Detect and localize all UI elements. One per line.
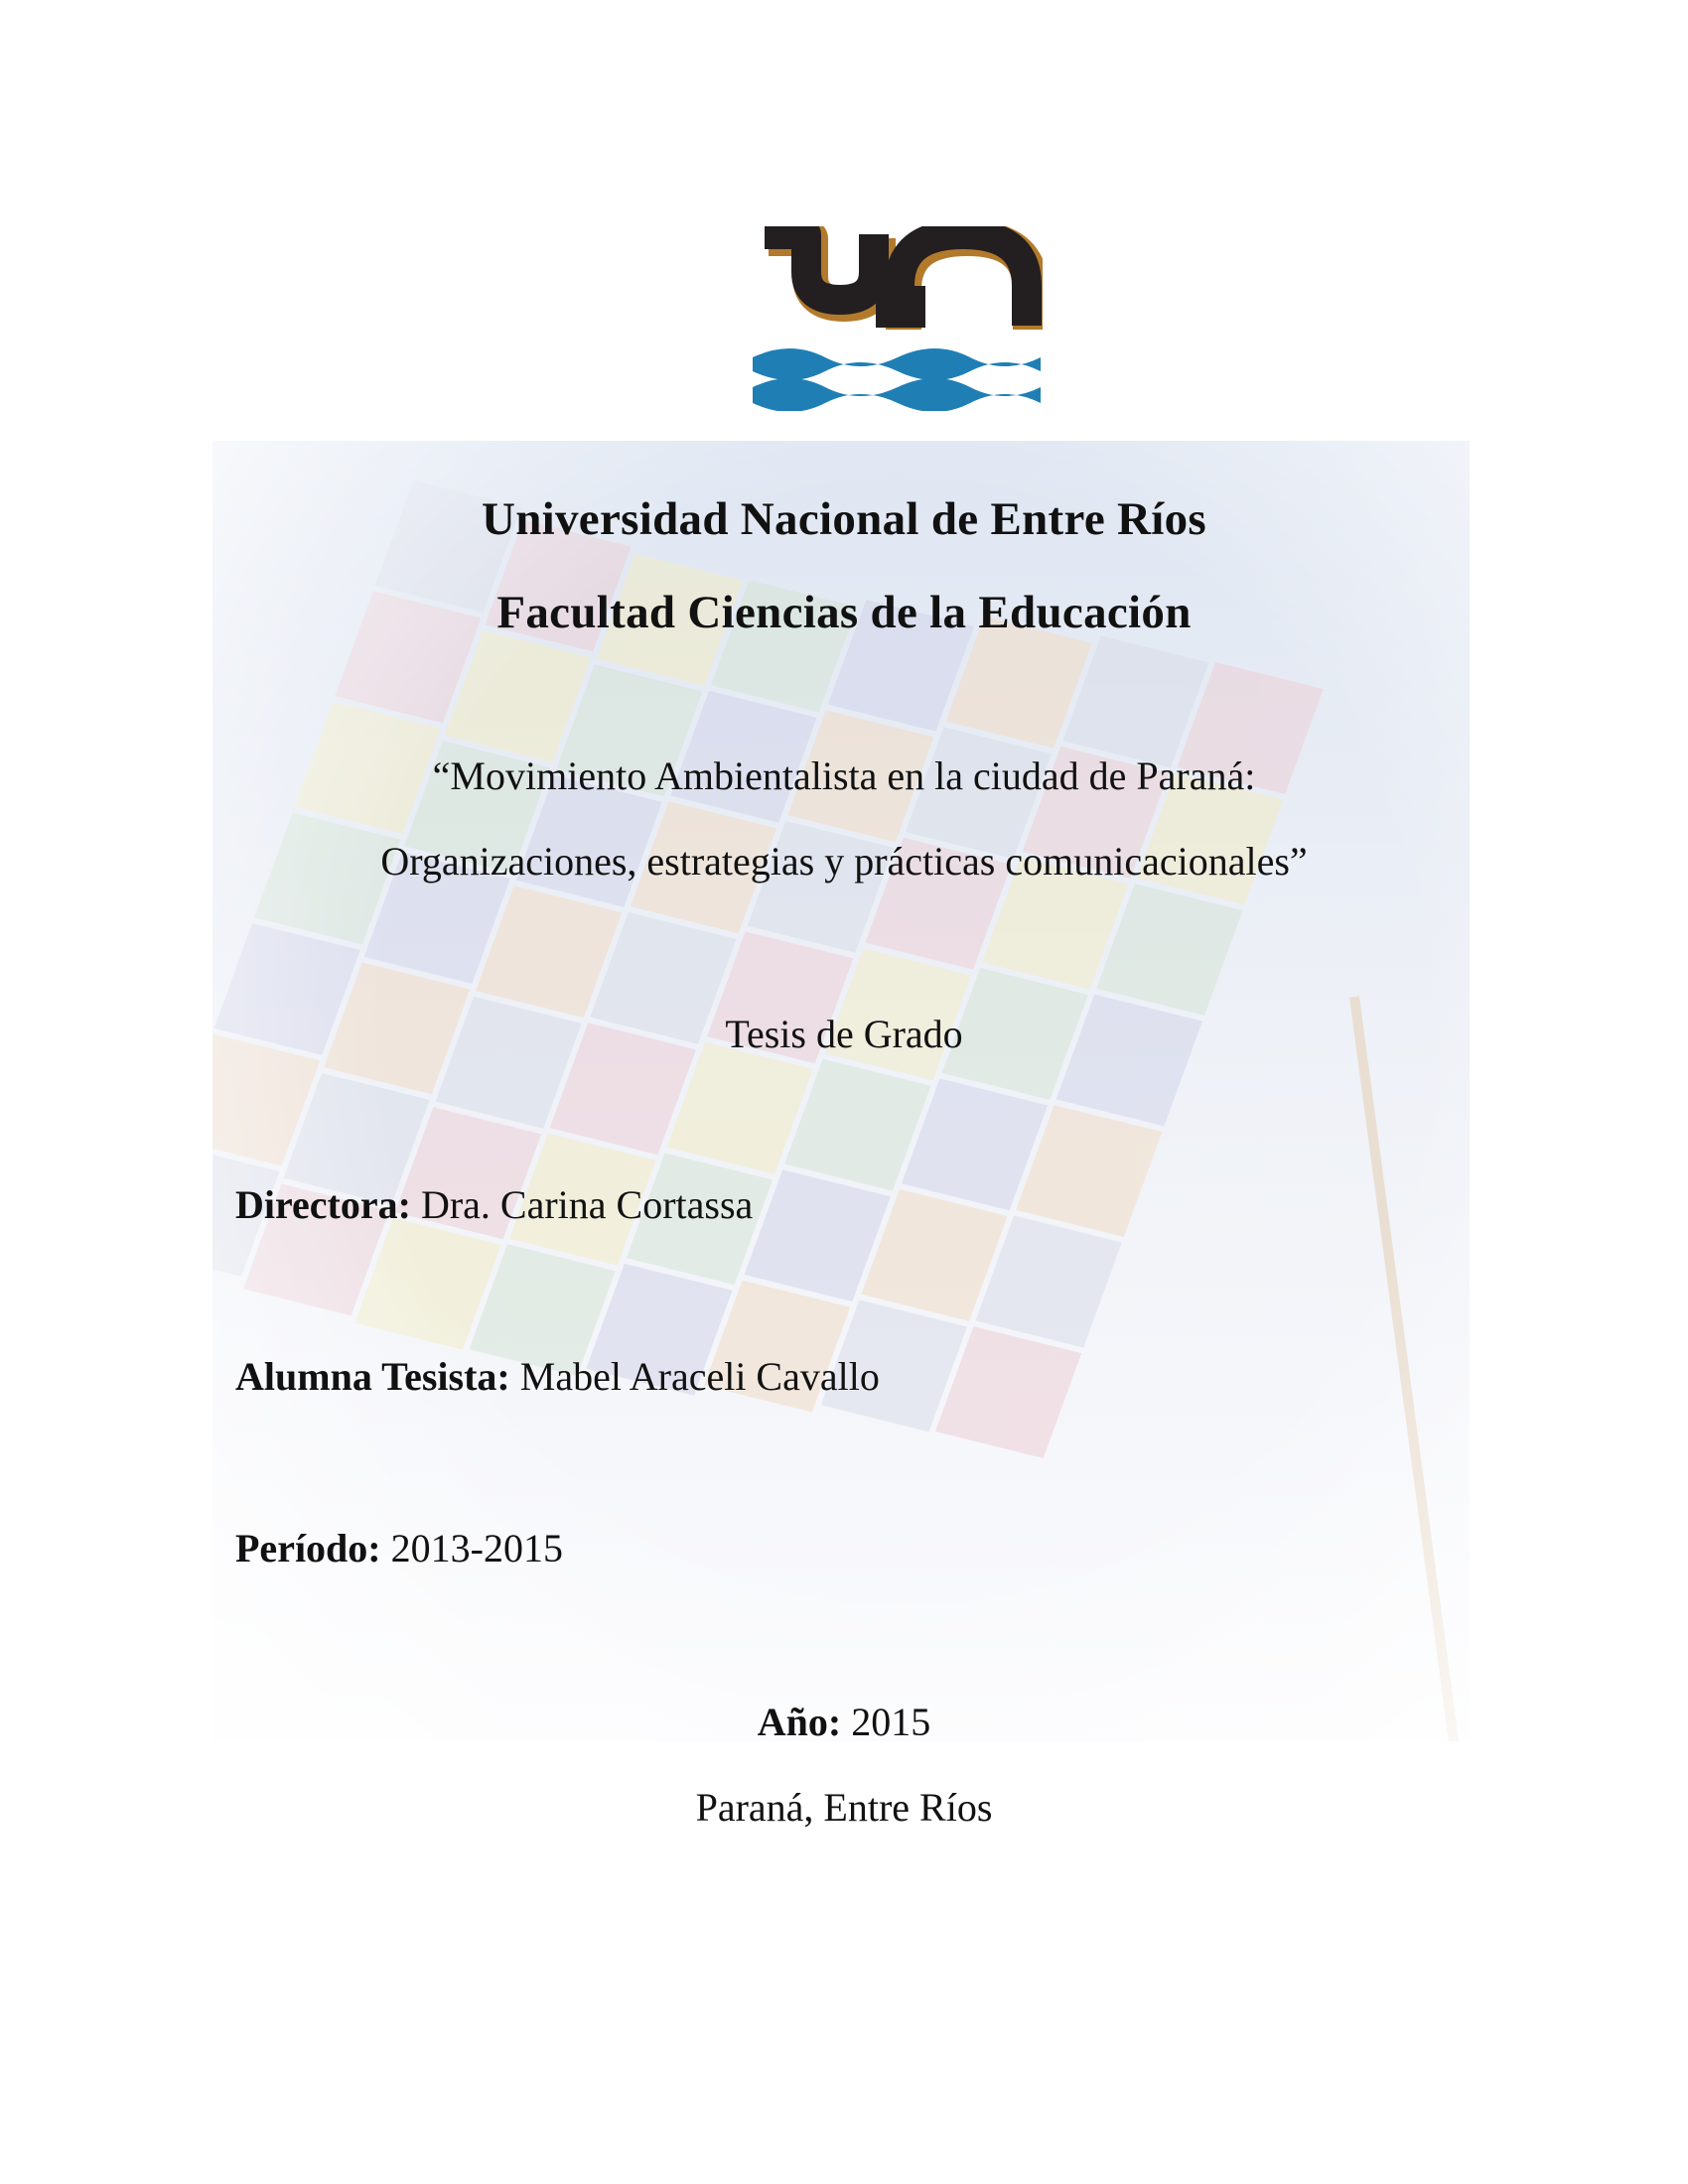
- student-label: Alumna Tesista:: [235, 1354, 510, 1399]
- period-value: 2013-2015: [380, 1526, 563, 1570]
- period-label: Período:: [235, 1526, 381, 1570]
- thesis-type: Tesis de Grado: [725, 1012, 963, 1056]
- faculty-name: Facultad Ciencias de la Educación: [496, 587, 1192, 638]
- director-field: [235, 1181, 753, 1228]
- student-field: [235, 1353, 880, 1400]
- period-field: [235, 1525, 563, 1571]
- place: Paraná, Entre Ríos: [695, 1785, 993, 1830]
- thesis-title-line-2: Organizaciones, estrategias y prácticas comunicacionales”: [380, 839, 1308, 884]
- director-label: Directora:: [235, 1182, 411, 1227]
- year-value: 2015: [841, 1700, 931, 1744]
- university-name: Universidad Nacional de Entre Ríos: [481, 493, 1207, 545]
- director-value: Dra. Carina Cortassa: [410, 1182, 754, 1227]
- student-value: Mabel Araceli Cavallo: [509, 1354, 880, 1399]
- year-label: Año:: [757, 1700, 842, 1744]
- year-field: [0, 1699, 1688, 1745]
- thesis-title-line-1: “Movimiento Ambientalista en la ciudad de Paraná:: [432, 753, 1256, 798]
- university-logo-icon: [751, 226, 1043, 411]
